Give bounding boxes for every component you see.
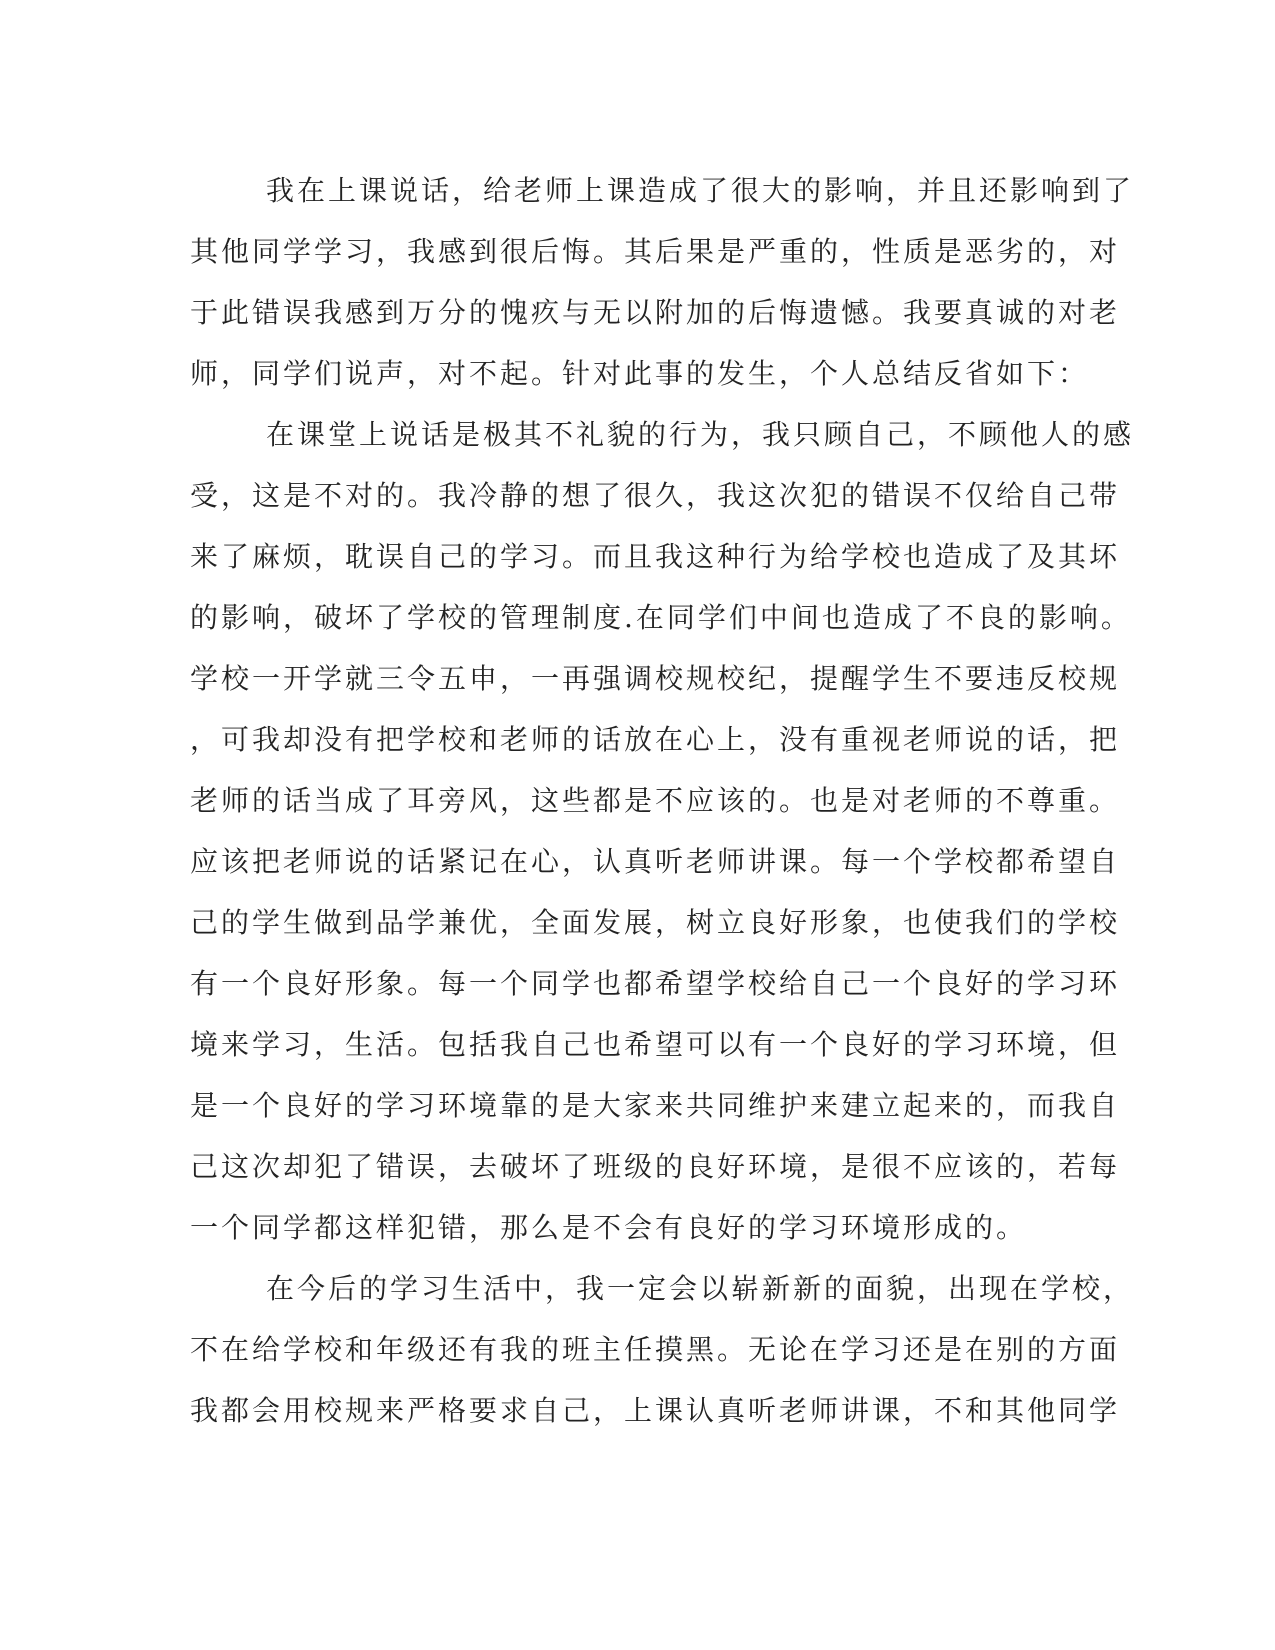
text-line: 的影响，破坏了学校的管理制度.在同学们中间也造成了不良的影响。 (190, 601, 1132, 634)
text-line: 其他同学学习，我感到很后悔。其后果是严重的，性质是恶劣的，对 (190, 235, 1121, 268)
text-line: 境来学习，生活。包括我自己也希望可以有一个良好的学习环境，但 (190, 1028, 1121, 1061)
text-line: 是一个良好的学习环境靠的是大家来共同维护来建立起来的，而我自 (190, 1089, 1121, 1122)
text-line: 学校一开学就三令五申，一再强调校规校纪，提醒学生不要违反校规 (190, 662, 1121, 695)
text-line: 己这次却犯了错误，去破坏了班级的良好环境，是很不应该的，若每 (190, 1150, 1121, 1183)
text-line: 我在上课说话，给老师上课造成了很大的影响，并且还影响到了 (266, 174, 1135, 207)
text-line: 我都会用校规来严格要求自己，上课认真听老师讲课，不和其他同学 (190, 1394, 1121, 1427)
text-line: 在今后的学习生活中，我一定会以崭新新的面貌，出现在学校， (266, 1272, 1135, 1305)
text-line: 应该把老师说的话紧记在心，认真听老师讲课。每一个学校都希望自 (190, 845, 1121, 878)
text-line: 师，同学们说声，对不起。针对此事的发生，个人总结反省如下： (190, 357, 1090, 390)
text-line: 来了麻烦，耽误自己的学习。而且我这种行为给学校也造成了及其坏 (190, 540, 1121, 573)
text-line: ，可我却没有把学校和老师的话放在心上，没有重视老师说的话，把 (190, 723, 1121, 756)
text-line: 己的学生做到品学兼优，全面发展，树立良好形象，也使我们的学校 (190, 906, 1121, 939)
text-line: 受，这是不对的。我冷静的想了很久，我这次犯的错误不仅给自己带 (190, 479, 1121, 512)
text-line: 老师的话当成了耳旁风，这些都是不应该的。也是对老师的不尊重。 (190, 784, 1121, 817)
letter-body (190, 160, 1135, 1441)
text-line: 在课堂上说话是极其不礼貌的行为，我只顾自己，不顾他人的感 (266, 418, 1135, 451)
text-line: 于此错误我感到万分的愧疚与无以附加的后悔遗憾。我要真诚的对老 (190, 296, 1121, 329)
text-line: 有一个良好形象。每一个同学也都希望学校给自己一个良好的学习环 (190, 967, 1121, 1000)
text-line: 不在给学校和年级还有我的班主任摸黑。无论在学习还是在别的方面 (190, 1333, 1121, 1366)
text-line: 一个同学都这样犯错，那么是不会有良好的学习环境形成的。 (190, 1211, 1028, 1244)
